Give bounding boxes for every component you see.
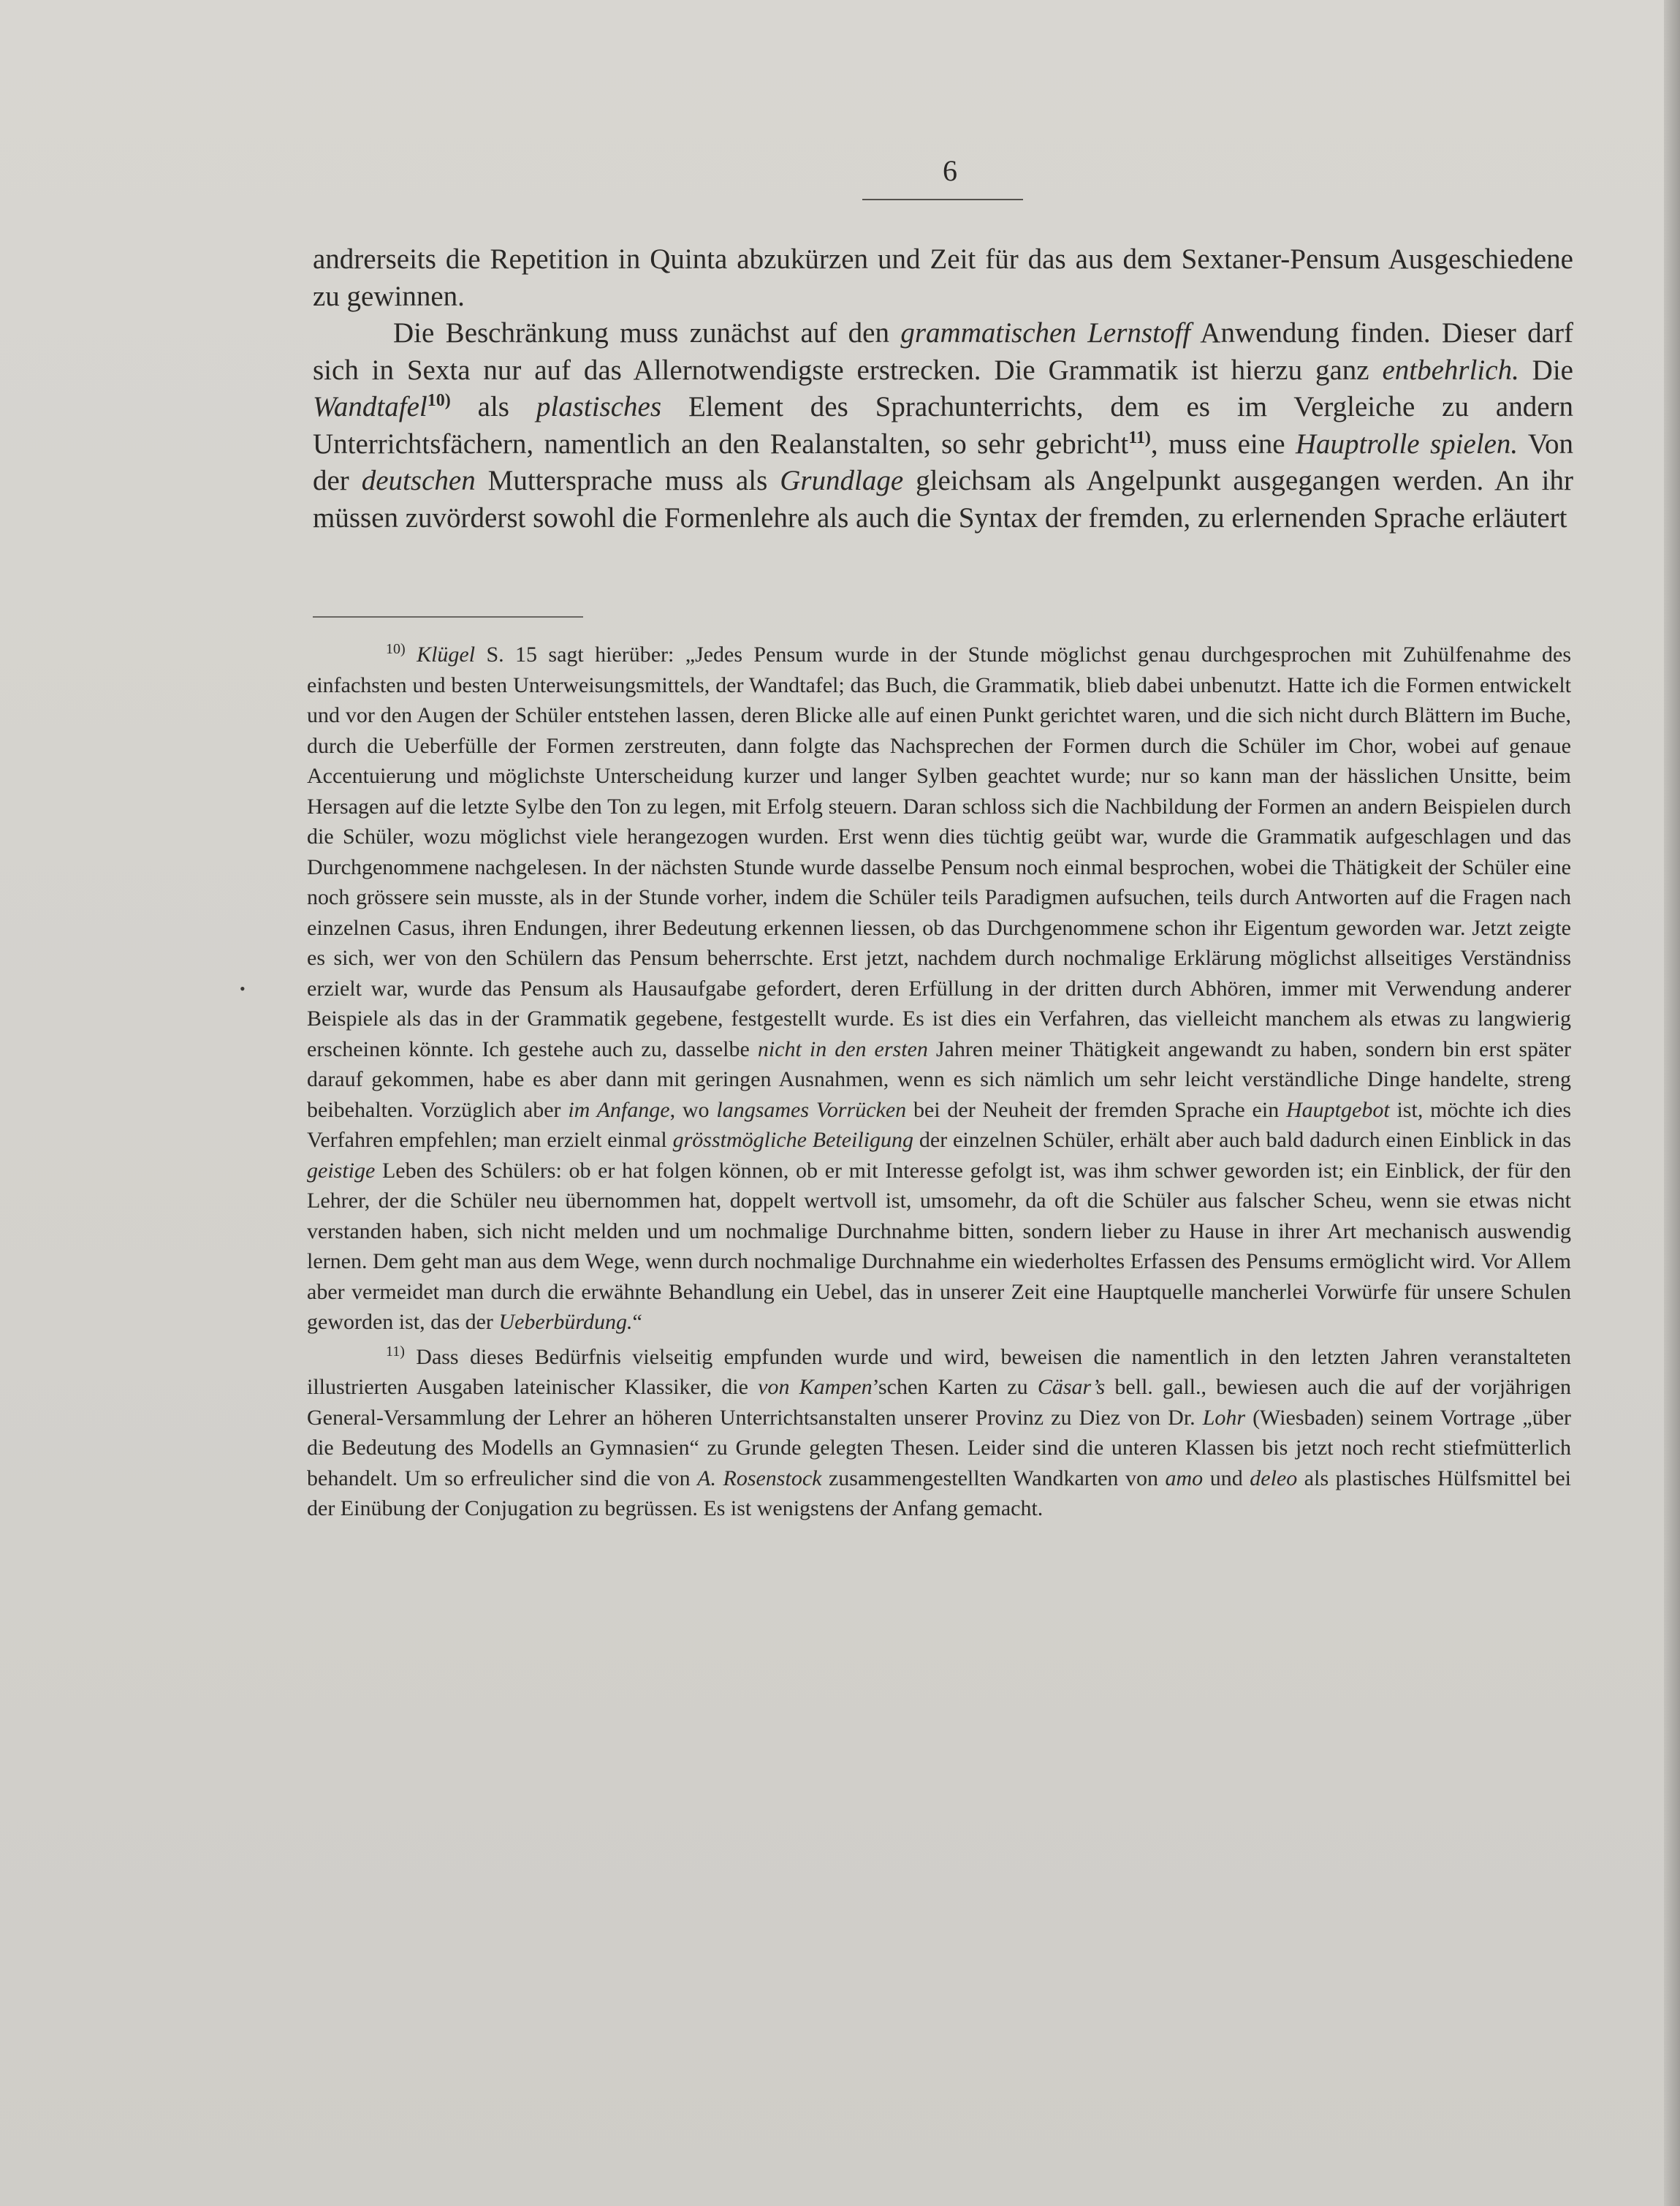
footnotes: [307, 640, 1571, 1524]
header-rule: [862, 199, 1023, 200]
page-number: 6: [943, 154, 957, 187]
emphasis-grundlage: Grundlage: [780, 465, 904, 496]
emphasis-entbehrlich: entbehrlich.: [1382, 354, 1519, 386]
main-text: [313, 241, 1573, 537]
emphasis-plastisches: plastisches: [536, 391, 662, 422]
paragraph-2: Die Beschränkung muss zunächst auf den grammatischen Lernstoff Anwendung finden. Dieser darf sich in Sexta nur auf das Allernotwendigste erstrecken. Die Grammatik ist hierzu ganz entbehrlich. Die Wandtafel$^{10)}$ als plastisches Element des Sprachunterrichts, dem es im Vergleiche zu andern Unterrichtsfächern, namentlich an den Realanstalten, so sehr gebricht$^{11)}$, muss eine Hauptrolle spielen. Von der deutschen Muttersprache muss als Grundlage gleichsam als Angelpunkt ausgegangen werden. An ihr müssen zuvörderst sowohl die Formenlehre als auch die Syntax der fremden, zu erlernenden Sprache erläutert: [313, 317, 1573, 534]
emphasis-wandtafel: Wandtafel: [313, 391, 427, 422]
emphasis-hauptrolle: Hauptrolle spielen.: [1295, 428, 1519, 460]
footnote-ref-11[interactable]: 11): [1128, 428, 1151, 447]
footnote-10: $^{10)}$ Klügel S. 15 sagt hierüber: „Jedes Pensum wurde in der Stunde möglichst genau durchgesprochen mit Zuhülfenahme des einfachsten und besten Unterweisungsmittels, der Wandtafel; das Buch, die Grammatik, blieb dabei unbenutzt. Hatte ich die Formen entwickelt und vor den Augen der Schüler entstehen lassen, deren Blicke alle auf einen Punkt gerichtet waren, und die sich nicht durch Blättern im Buche, durch die Ueberfülle der Formen zerstreuten, dann folgte das Nachsprechen der Formen durch die Schüler im Chor, wobei auf genaue Accentuierung und möglichste Unterscheidung kurzer und langer Sylben geachtet wurde; nur so kann man der hässlichen Unsitte, beim Hersagen auf die letzte Sylbe den Ton zu legen, mit Erfolg steuern. Daran schloss sich die Nachbildung der Formen an andern Beispielen durch die Schüler, wozu möglichst viele herangezogen wurden. Erst wenn dies tüchtig geübt war, wurde die Grammatik aufgeschlagen und das Durchgenommene nachgelesen. In der nächsten Stunde wurde dasselbe Pensum noch einmal besprochen, wobei die Thätigkeit der Schüler eine noch grössere sein musste, als in der Stunde vorher, indem die Schüler teils Paradigmen aufsuchen, teils durch Antworten auf die Fragen nach einzelnen Casus, ihren Endungen, ihrer Bedeutung erkennen liessen, ob das Durchgenommene schon ihr Eigentum geworden war. Jetzt zeigte es sich, wer von den Schülern das Pensum beherrschte. Erst jetzt, nachdem durch nochmalige Erklärung möglichst allseitiges Verständniss erzielt war, wurde das Pensum als Hausaufgabe gefordert, deren Erfüllung in der dritten durch Abhören, immer mit Verwendung anderer Beispiele als das in der Grammatik gegebene, festgestellt wurde. Es ist dies ein Verfahren, das vielleicht manchem als etwas zu langwierig erscheinen könnte. Ich gestehe auch zu, dasselbe nicht in den ersten Jahren meiner Thätigkeit angewandt zu haben, sondern bin erst später darauf gekommen, habe es aber dann mit geringen Ausnahmen, wenn es sich nämlich um sehr leicht verständliche Dinge handelte, streng beibehalten. Vorzüglich aber im Anfange, wo langsames Vorrücken bei der Neuheit der fremden Sprache ein Hauptgebot ist, möchte ich dies Verfahren empfehlen; man erzielt einmal grösstmögliche Beteiligung der einzelnen Schüler, erhält aber auch bald dadurch einen Einblick in das geistige Leben des Schülers: ob er hat folgen können, ob er mit Interesse gefolgt ist, was ihm schwer geworden ist; ein Einblick, der für den Lehrer, der die Schüler neu übernommen hat, doppelt wertvoll ist, umsomehr, da oft die Schüler aus falscher Scheu, wenn sie etwas nicht verstanden haben, sich nicht melden und um nochmalige Durchnahme bitten, sondern lieber zu Hause in ihrer Art mechanisch auswendig lernen. Dem geht man aus dem Wege, wenn durch nochmalige Durchnahme ein wiederholtes Erfassen des Pensums ermöglicht wird. Vor Allem aber vermeidet man durch die erwähnte Behandlung ein Uebel, das in unserer Zeit eine Hauptquelle mancherlei Vorwürfe für unsere Schulen geworden ist, das der Ueberbürdung.“: [307, 641, 1572, 1334]
margin-mark: •: [240, 979, 246, 998]
footnote-10-marker: 10): [386, 641, 406, 657]
emphasis-grammatischen-lernstoff: grammatischen Lernstoff: [900, 317, 1191, 349]
footnote-11-marker: 11): [386, 1343, 405, 1360]
footnote-ref-10[interactable]: 10): [427, 391, 451, 410]
page-edge-shadow: [1664, 0, 1680, 2206]
emphasis-deutschen: deutschen: [361, 465, 476, 496]
paragraph-1: andrerseits die Repetition in Quinta abzukürzen und Zeit für das aus dem Sextaner-Pensum Ausgeschiedene zu gewinnen.: [313, 243, 1573, 312]
footnote-separator: [313, 616, 583, 618]
footnote-11: $^{11)}$ Dass dieses Bedürfnis vielseitig empfunden wurde und wird, beweisen die namentlich in den letzten Jahren veranstalteten illustrierten Ausgaben lateinischer Klassiker, die von Kampen’schen Karten zu Cäsar’s bell. gall., bewiesen auch die auf der vorjährigen General-Versammlung der Lehrer an höheren Unterrichtsanstalten unserer Provinz zu Diez von Dr. Lohr (Wiesbaden) seinem Vortrage „über die Bedeutung des Modells an Gymnasien“ zu Grunde gelegten Thesen. Leider sind die unteren Klassen bis jetzt noch recht stiefmütterlich behandelt. Um so erfreulicher sind die von A. Rosenstock zusammengestellten Wandkarten von amo und deleo als plastisches Hülfsmittel bei der Einübung der Conjugation zu begrüssen. Es ist wenigstens der Anfang gemacht.: [307, 1343, 1572, 1520]
